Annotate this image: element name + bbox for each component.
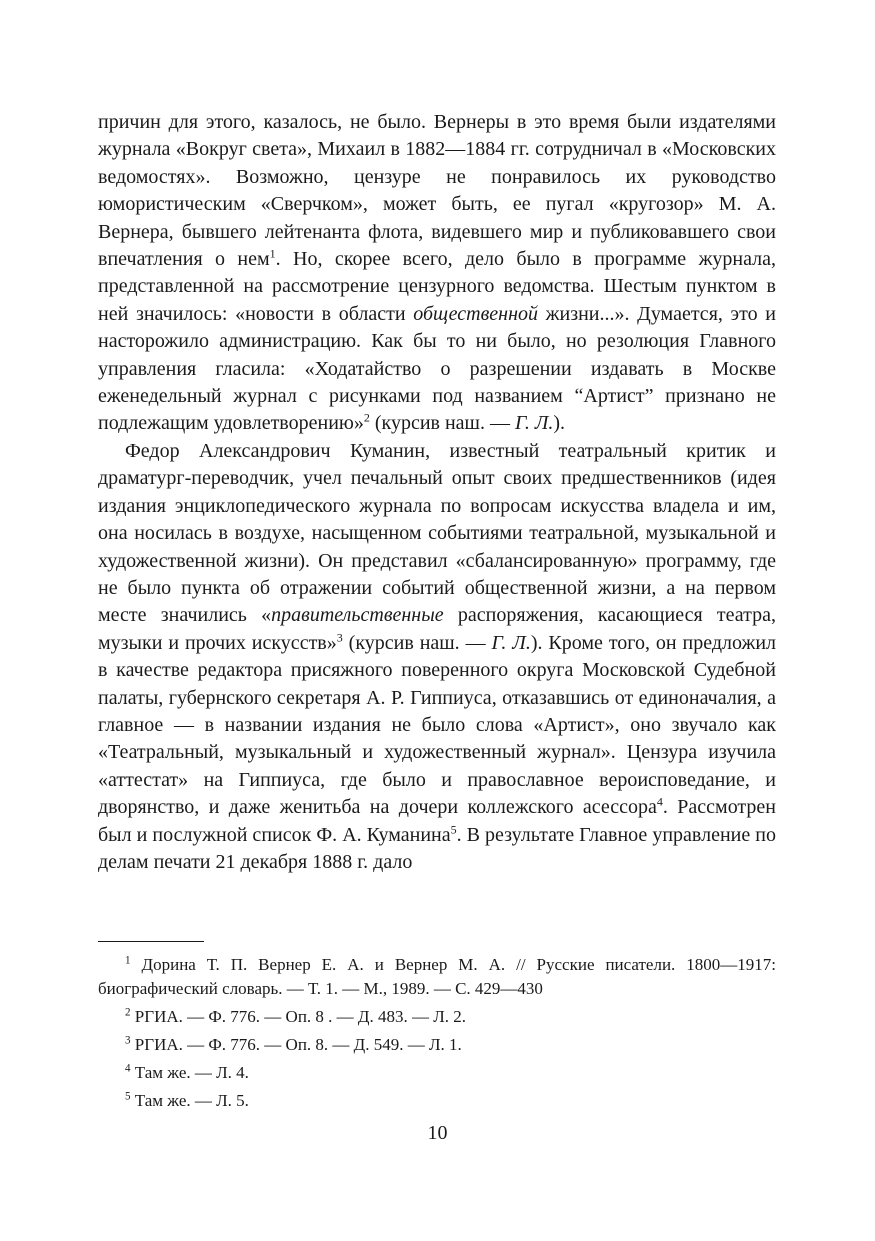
footnote-2 bbox=[98, 1005, 776, 1029]
page-number: 10 bbox=[427, 1122, 448, 1144]
text-run: ). bbox=[553, 412, 566, 435]
paragraph-2 bbox=[98, 438, 776, 877]
footnote-text: Дорина Т. П. Вернер Е. А. и Вернер М. А. // Русские писатели. 1800—1917: биографический словарь. — Т. 1. — М., 1989. — С. 429—430 bbox=[98, 955, 776, 998]
footnote-number: 1 bbox=[125, 954, 131, 967]
text-run: Федор Александрович Куманин, известный театральный критик и драматург-переводчик, учел печальный опыт своих предшественников (идея издания энциклопедического журнала по вопросам искусства владела и им, она носилась в воздухе, насыщенном событиями театральной, музыкальной и художественной жизни). Он представил «сбалансированную» программу, где не было пункта об отражении событий общественной жизни, а на первом месте значились « bbox=[98, 439, 776, 627]
footnote-number: 3 bbox=[125, 1034, 131, 1047]
footnote-text: Там же. — Л. 4. bbox=[130, 1063, 249, 1082]
footnote-number: 4 bbox=[125, 1062, 131, 1075]
paragraph-1 bbox=[98, 109, 776, 438]
footnote-text: Там же. — Л. 5. bbox=[130, 1091, 249, 1110]
footnote-ref-5[interactable]: 5 bbox=[450, 821, 457, 836]
footnote-divider bbox=[98, 941, 204, 942]
footnote-number: 5 bbox=[125, 1090, 131, 1103]
footnote-ref-4[interactable]: 4 bbox=[656, 794, 663, 809]
footnote-ref-3[interactable]: 3 bbox=[336, 630, 343, 645]
italic-initials: Г. Л. bbox=[514, 412, 554, 435]
footnote-text: РГИА. — Ф. 776. — Оп. 8. — Д. 549. — Л. 1. bbox=[130, 1035, 462, 1054]
text-run: (курсив наш. — bbox=[342, 631, 492, 654]
italic-initials: Г. Л. bbox=[491, 631, 531, 654]
text-run: . Рассмотрен был и послужной список Ф. А. Куманина bbox=[98, 796, 776, 846]
text-run: ). Кроме того, он предложил в качестве редактора присяжного поверенного округа Московской Судебной палаты, губернского секретаря А. Р. Гиппиуса, отказавшись от единоначалия, а главное — в названии издания не было слова «Артист», оно звучало как «Театральный, музыкальный и художественный журнал». Цензура изучила «аттестат» на Гиппиуса, где было и православное вероисповедание, и дворянство, и даже женитьба на дочери коллежского асессора bbox=[98, 631, 777, 819]
italic-text: правительственные bbox=[271, 604, 444, 627]
text-run: жизни...». Думается, это и насторожило администрацию. Как бы то ни было, но резолюция Главного управления гласила: «Ходатайство о разрешении издавать в Москве еженедельный журнал с рисунками под названием “Артист” признано не подлежащим удовлетворению» bbox=[98, 302, 776, 435]
text-run: (курсив наш. — bbox=[369, 412, 515, 435]
footnote-5 bbox=[98, 1089, 776, 1113]
footnote-3 bbox=[98, 1033, 776, 1057]
italic-text: общественной bbox=[413, 302, 538, 325]
footnote-ref-1[interactable]: 1 bbox=[269, 246, 276, 261]
text-run: . В результате Главное управление по делам печати 21 декабря 1888 г. дало bbox=[98, 823, 776, 873]
footnote-4 bbox=[98, 1061, 776, 1085]
footnote-1 bbox=[98, 953, 776, 1001]
footnotes bbox=[98, 953, 776, 1117]
text-run: . Но, скорее всего, дело было в программе журнала, представленной на рассмотрение цензурного ведомства. Шестым пунктом в ней значилось: «новости в области bbox=[98, 248, 776, 325]
footnote-ref-2[interactable]: 2 bbox=[363, 410, 370, 425]
text-run: распоряжения, касающиеся театра, музыки и прочих искусств» bbox=[98, 604, 776, 654]
footnote-number: 2 bbox=[125, 1006, 131, 1019]
text-run: причин для этого, казалось, не было. Вернеры в это время были издателями журнала «Вокруг света», Михаил в 1882—1884 гг. сотрудничал в «Московских ведомостях». Возможно, цензуре не понравилось их руководство юмористическим «Сверчком», может быть, ее пугал «кругозор» М. А. Вернера, бывшего лейтенанта флота, видевшего мир и публиковавшего свои впечатления о нем bbox=[98, 111, 776, 271]
main-text bbox=[98, 109, 776, 876]
footnote-text: РГИА. — Ф. 776. — Оп. 8 . — Д. 483. — Л. 2. bbox=[130, 1007, 467, 1026]
